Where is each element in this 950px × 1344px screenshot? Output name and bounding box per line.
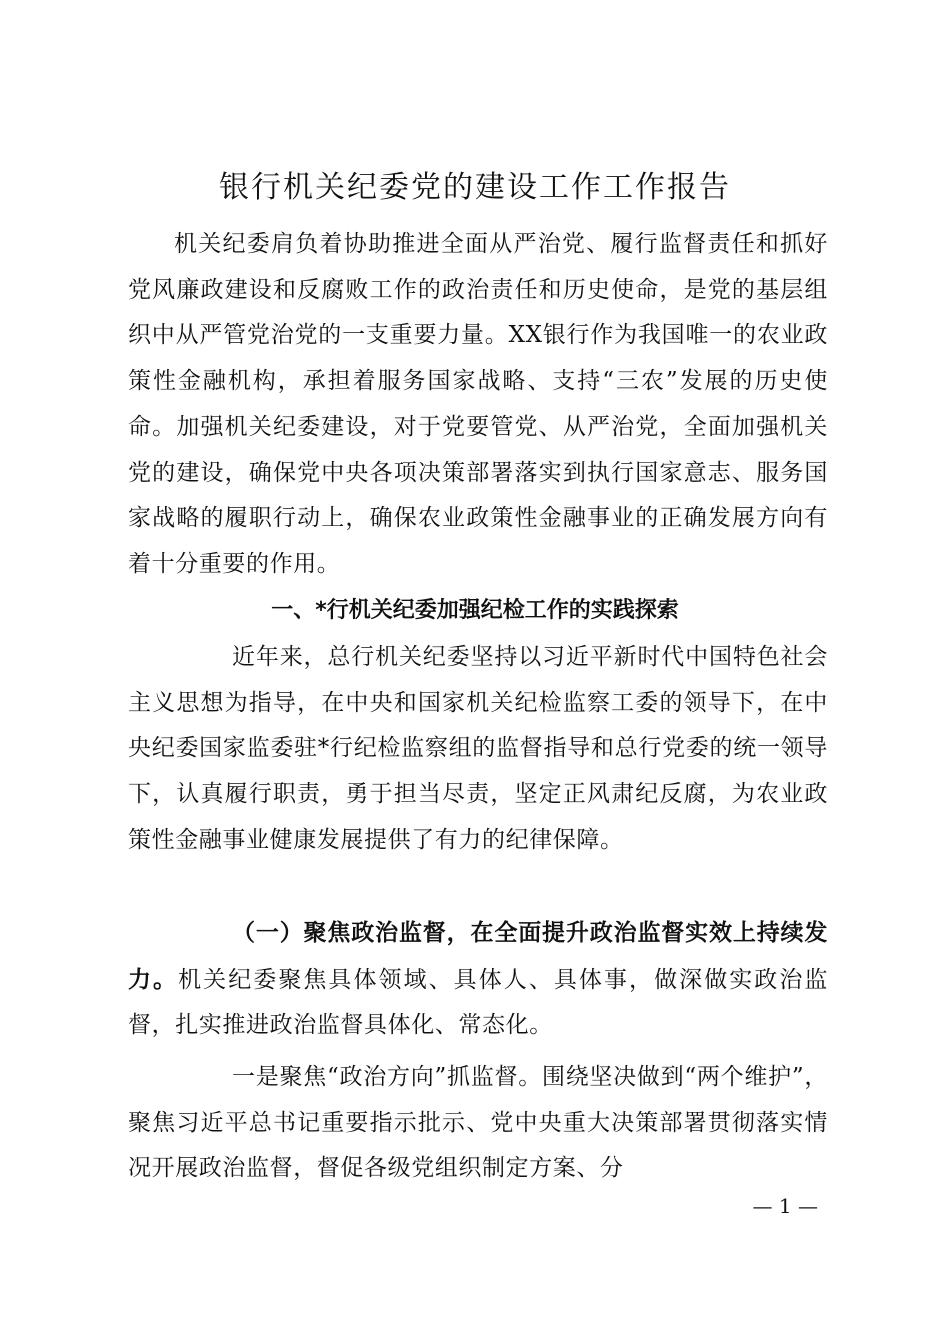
body-paragraph: 一是聚焦“政治方向”抓监督。围绕坚决做到“两个维护”，聚焦习近平总书记重要指示批示、党中央重大决策部署贯彻落实情况开展政治监督，督促各级党组织制定方案、分 — [128, 1064, 828, 1182]
body-paragraph: 近年来，总行机关纪委坚持以习近平新时代中国特色社会主义思想为指导，在中央和国家机关纪检监察工委的领导下，在中央纪委国家监委驻*行纪检监察组的监督指导和总行党委的统一领导下，认真履行职责，勇于担当尽责，坚定正风肃纪反腐，为农业政策性金融事业健康发展提供了有力的纪律保障。 — [128, 644, 828, 853]
subsection-paragraph — [128, 910, 828, 1049]
subsection-heading: （一）聚焦政治监督，在全面提升政治监督实效上持续发力。 — [128, 919, 828, 993]
subsection-body: 机关纪委聚焦具体领域、具体人、具体事，做深做实政治监督，扎实推进政治监督具体化、常态化。 — [128, 966, 828, 1039]
document-title: 银行机关纪委党的建设工作工作报告 — [219, 170, 731, 205]
section-heading: 一、*行机关纪委加强纪检工作的实践探索 — [271, 598, 679, 623]
page-number: — 1 — — [752, 1194, 818, 1218]
intro-paragraph: 机关纪委肩负着协助推进全面从严治党、履行监督责任和抓好党风廉政建设和反腐败工作的政治责任和历史使命，是党的基层组织中从严管党治党的一支重要力量。XX银行作为我国唯一的农业政策性金融机构，承担着服务国家战略、支持“三农”发展的历史使命。加强机关纪委建设，对于党要管党、从严治党，全面加强机关党的建设，确保党中央各项决策部署落实到执行国家意志、服务国家战略的履职行动上，确保农业政策性金融事业的正确发展方向有着十分重要的作用。 — [128, 231, 828, 577]
